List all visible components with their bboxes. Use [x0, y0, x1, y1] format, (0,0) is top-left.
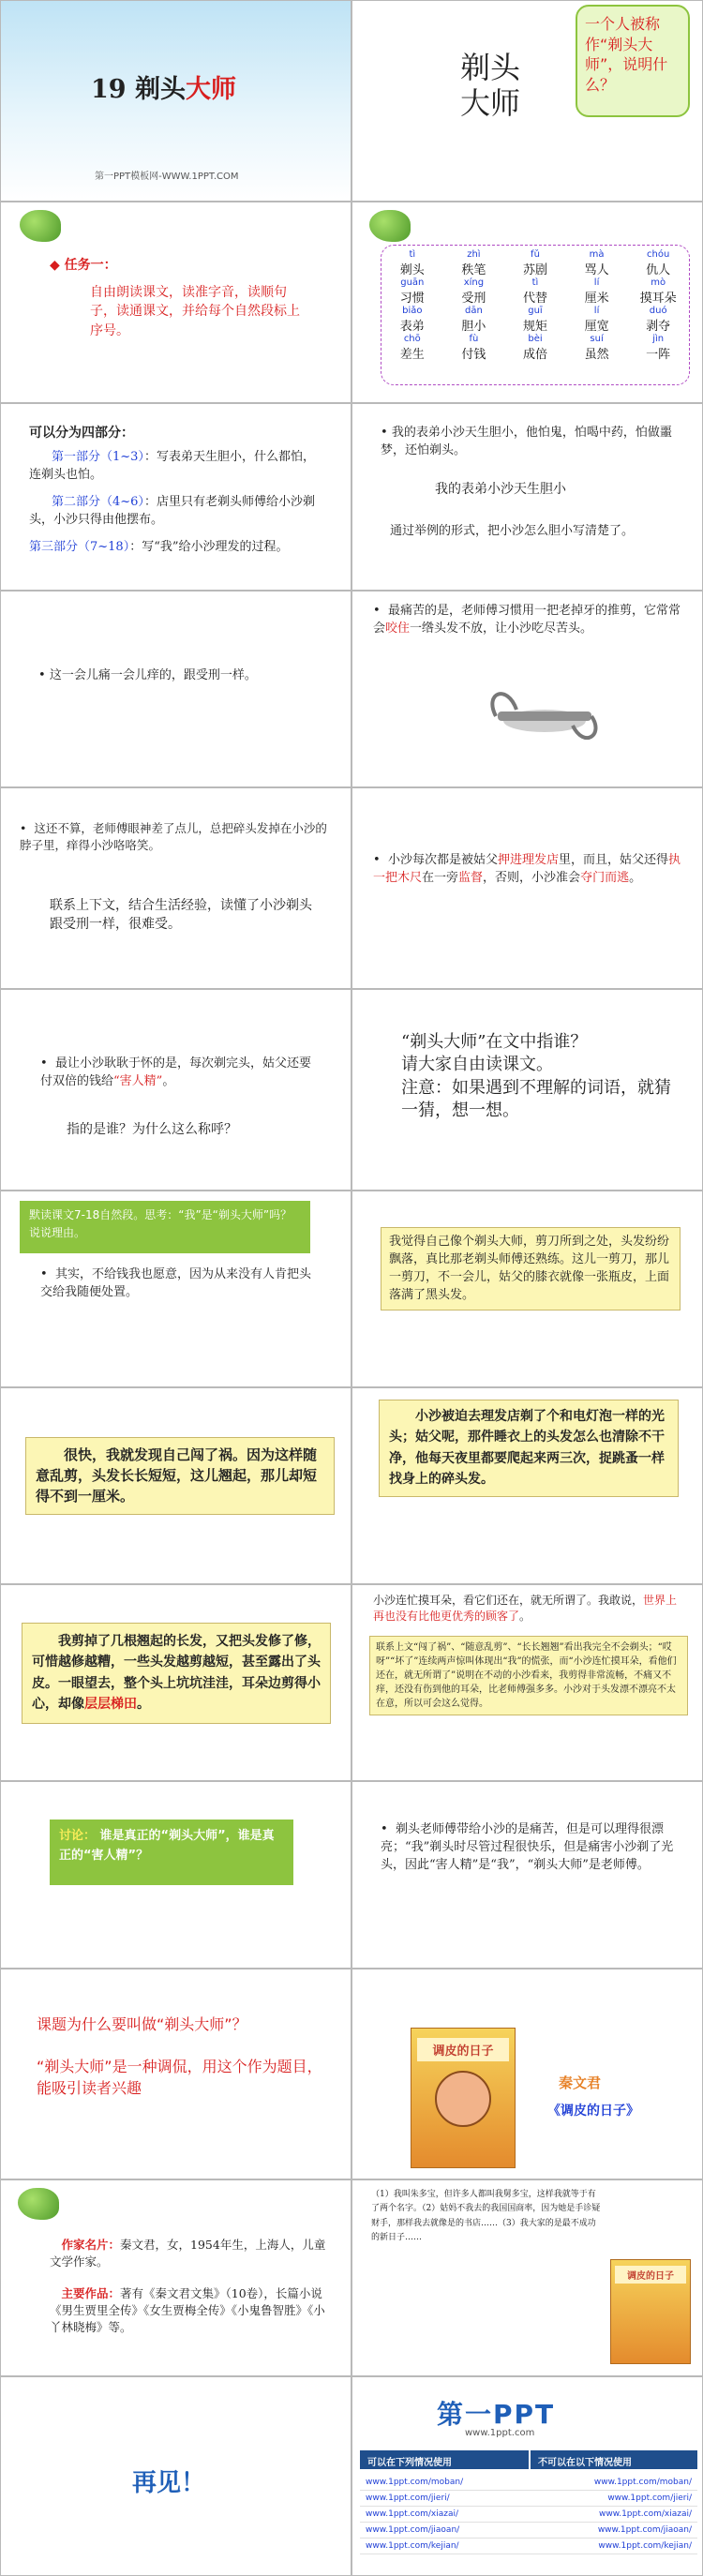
slide7-bullet: • 这一会儿痛一会儿痒的，跟受刑一样。 [38, 668, 257, 682]
pinyin-cell [569, 334, 625, 362]
discussion-box [50, 1820, 293, 1885]
book-cover-small: 调皮的日子 [610, 2259, 691, 2364]
link-right[interactable]: www.1ppt.com/kejian/ [598, 2541, 692, 2551]
pinyin-cell [569, 249, 625, 277]
slide-19 [0, 1781, 352, 1969]
slide8-text: • 最痛苦的是，老师傅习惯用一把老掉牙的推剪，它常常会咬住一绺头发不放，让小沙吃尽苦头。 [373, 604, 681, 636]
hanzi: 受刑 [461, 292, 486, 306]
pinyin-row [381, 306, 689, 334]
pinyin: chóu [647, 249, 670, 260]
pinyin-cell [630, 334, 686, 362]
link-left[interactable]: www.1ppt.com/jieri/ [366, 2494, 450, 2503]
book-cover-image [411, 2028, 516, 2168]
hanzi: 秩笔 [461, 263, 486, 277]
link-row [360, 2507, 697, 2523]
slide6-bullet: • 我的表弟小沙天生胆小，他怕鬼，怕喝中药，怕做噩梦，还怕剃头。 [381, 426, 672, 457]
hanzi: 规矩 [522, 320, 547, 334]
link-left[interactable]: www.1ppt.com/kejian/ [366, 2541, 459, 2551]
slide-7 [0, 591, 352, 787]
hanzi: 剥夺 [646, 320, 671, 334]
hanzi: 代替 [522, 292, 547, 306]
slide12-text: “剃头大师”在文中指谁？ 请大家自由读课文。 注意：如果遇到不理解的词语，就猜一猜，想一想。 [401, 1032, 671, 1120]
ppt-logo: 第一PPT [437, 2399, 556, 2430]
hanzi: 习惯 [399, 292, 425, 306]
slide16-quote: 小沙被迫去理发店剃了个和电灯泡一样的光头；姑父呢，那件睡衣上的头发怎么也清除不干净，他每天夜里都要爬起来两三次，捉跳蚤一样找身上的碎头发。 [379, 1400, 679, 1497]
slide6-bottom: 通过举例的形式，把小沙怎么胆小写清楚了。 [390, 524, 635, 538]
link-row [360, 2491, 697, 2507]
pinyin: mò [651, 277, 666, 288]
goodbye-text: 再见！ [132, 2469, 206, 2497]
allowed-header: 可以在下列情况使用 [360, 2450, 529, 2469]
discussion-text: 谁是真正的“剃头大师”，谁是真正的“害人精”？ [59, 1829, 275, 1863]
forbidden-header: 不可以在以下情况使用 [531, 2450, 697, 2469]
link-row [360, 2539, 697, 2554]
slide-2 [352, 0, 703, 202]
hanzi: 差生 [399, 348, 425, 362]
task-text: 自由朗读课文，读准字音，读顺句子，读通课文，并给每个自然段标上序号。 [90, 285, 300, 338]
pinyin-cell [569, 277, 625, 306]
hanzi: 厘宽 [584, 320, 609, 334]
parts-heading: 可以分为四部分： [29, 426, 134, 441]
hanzi: 仇人 [646, 263, 671, 277]
slide11-bullet: • 最让小沙耿耿于怀的是，每次剃完头，姑父还要付双倍的钱给“害人精”。 [40, 1056, 311, 1088]
link-right[interactable]: www.1ppt.com/xiazai/ [598, 2509, 692, 2519]
title-red: 大师 [185, 75, 236, 104]
works: 主要作品：著有《秦文君文集》（10卷），长篇小说《男生贾里全传》《女生贾梅全传》《小鬼鲁智胜》《小丫林晓梅》等。 [50, 2286, 325, 2335]
slide18-top: 小沙连忙摸耳朵，看它们还在，就无所谓了。我敢说，世界上再也没有比他更优秀的顾客了。 [373, 1594, 678, 1624]
pinyin-row [381, 334, 689, 362]
part3-label: 第三部分（7~18） [29, 540, 130, 554]
excerpt-text: （1）我叫朱多宝，但许多人都叫我舅多宝，这样我就等于有了两个名字。（2）姑妈不我去的我国国商率，因为她是手诊疑财手，那样我去就像是的书店……（3）我大家的是最不成功的新日子…… [371, 2190, 601, 2242]
slide-8 [352, 591, 703, 787]
pinyin: fù [469, 334, 479, 344]
pinyin: jìn [652, 334, 665, 344]
slide-13 [0, 1191, 352, 1387]
slide6-center: 我的表弟小沙天生胆小 [435, 482, 566, 497]
slide-9 [0, 787, 352, 989]
instruction-bar: 默读课文7-18自然段。思考：“我”是“剃头大师”吗？说说理由。 [20, 1201, 310, 1253]
slide-14 [352, 1191, 703, 1387]
slide-21 [0, 1969, 352, 2179]
pinyin-cell [445, 277, 501, 306]
hanzi: 一阵 [646, 348, 671, 362]
book-title: 《调皮的日子》 [547, 2104, 639, 2119]
slide2-title [460, 50, 520, 122]
slide-11 [0, 989, 352, 1191]
slide-20 [352, 1781, 703, 1969]
hanzi: 成倍 [522, 348, 547, 362]
pinyin: chō [403, 334, 421, 344]
pinyin-cell [384, 249, 441, 277]
pinyin: guān [400, 277, 425, 288]
pinyin: zhì [467, 249, 481, 260]
slide-22 [352, 1969, 703, 2179]
slide11-question: 指的是谁？为什么这么称呼？ [67, 1122, 237, 1137]
slide13-bullet: • 其实，不给钱我也愿意，因为从来没有人肯把头交给我随便处置。 [40, 1267, 311, 1299]
slide9-quote: • 这还不算，老师傅眼神差了点儿，总把碎头发掉在小沙的脖子里，痒得小沙咯咯笑。 [20, 821, 327, 853]
pinyin-cell [507, 334, 563, 362]
slide-6 [352, 403, 703, 591]
part1-text: ：写表弟天生胆小，什么都怕，连剃头也怕。 [29, 450, 315, 482]
pinyin-cell [384, 306, 441, 334]
hanzi: 摸耳朵 [639, 292, 677, 306]
slide-4 [352, 202, 703, 403]
pinyin-cell [384, 277, 441, 306]
lesson-number: 19 [91, 75, 127, 104]
link-left[interactable]: www.1ppt.com/xiazai/ [366, 2509, 459, 2519]
pinyin-cell [507, 249, 563, 277]
slide2-title-line2: 大师 [460, 85, 521, 122]
pinyin-table [381, 249, 689, 362]
pinyin: lí [593, 277, 600, 288]
leaf-icon [369, 210, 411, 242]
pinyin-cell [445, 334, 501, 362]
link-row [360, 2475, 697, 2491]
clipper-image [479, 674, 610, 758]
link-left[interactable]: www.1ppt.com/moban/ [366, 2478, 464, 2487]
pinyin: lí [593, 306, 600, 316]
hanzi: 剃头 [399, 263, 425, 277]
part1-label: 第一部分（1~3） [52, 450, 144, 464]
pinyin: bèi [528, 334, 543, 344]
slide-12 [352, 989, 703, 1191]
cover-face [435, 2071, 491, 2127]
book-cover-title: 调皮的日子 [417, 2038, 509, 2061]
hanzi: 苏剧 [522, 263, 547, 277]
hanzi: 付钱 [461, 348, 486, 362]
slide20-bullet: • 剃头老师傅带给小沙的是痛苦，但是可以理得很漂亮；“我”剃头时尽管过程很快乐，但是痛害小沙剃了光头，因此“害人精”是“我”，“剃头大师”是老师傅。 [381, 1822, 674, 1872]
pinyin-cell [445, 306, 501, 334]
pinyin: duó [649, 306, 667, 316]
hanzi: 表弟 [399, 320, 425, 334]
slide17-quote: 我剪掉了几根翘起的长发，又把头发修了修，可惜越修越糟，一些头发越剪越短，甚至露出了头皮。一眼望去，整个头上坑坑洼洼，耳朵边剪得小心，却像层层梯田。 [22, 1623, 331, 1724]
pinyin-cell [445, 249, 501, 277]
slide-23 [0, 2179, 352, 2376]
slide-25 [0, 2376, 352, 2576]
part2-label: 第二部分（4~6） [52, 495, 144, 509]
slide18-explanation: 联系上文“闯了祸”、“随意乱剪”、“长长翘翘”看出我完全不会剃头；“哎呀”“坏了”连续两声惊叫体现出“我”的慌张，而“小沙连忙摸耳朵，看他们还在，就无所谓了”说明在不动的小沙看来，我剪得非常流畅，不痛又不痒，还没有伤到他的耳朵，比老师傅强多多。小沙对于头发漂不漂亮不太在意，所以可会这么觉得。 [369, 1636, 688, 1715]
slide-5 [0, 403, 352, 591]
link-row [360, 2523, 697, 2539]
pinyin-row [381, 277, 689, 306]
slide-24 [352, 2179, 703, 2376]
pinyin-cell [507, 277, 563, 306]
pinyin-cell [630, 249, 686, 277]
pinyin: guī [528, 306, 543, 316]
pinyin: dān [464, 306, 483, 316]
ppt-logo-url: www.1ppt.com [465, 2428, 535, 2438]
slide14-quote: 我觉得自己像个剃头大师，剪刀所到之处，头发纷纷飘落，真比那老剃头师傅还熟练。这儿一剪刀，那儿一剪刀，不一会儿，姑父的膝衣就像一张瓶皮，上面落满了黑头发。 [381, 1227, 681, 1310]
link-right[interactable]: www.1ppt.com/moban/ [593, 2478, 692, 2487]
lesson-title [91, 68, 236, 105]
pinyin-cell [630, 306, 686, 334]
pinyin: tì [531, 277, 539, 288]
link-right[interactable]: www.1ppt.com/jieri/ [607, 2494, 692, 2503]
hanzi: 骂人 [584, 263, 609, 277]
slide9-question: 联系上下文，结合生活经验，读懂了小沙剃头跟受刑一样，很难受。 [50, 898, 312, 933]
pinyin: mà [589, 249, 605, 260]
leaf-icon [20, 210, 61, 242]
hanzi: 胆小 [461, 320, 486, 334]
book-author: 秦文君 [559, 2074, 602, 2091]
slide-26 [352, 2376, 703, 2576]
leaf-icon [18, 2188, 59, 2220]
pinyin-row [381, 249, 689, 277]
pinyin: xíng [463, 277, 485, 288]
author-card: 作家名片：秦文君，女，1954年生，上海人，儿童文学作家。 [50, 2238, 326, 2269]
title-black: 剃头 [134, 75, 186, 104]
slide-16 [352, 1387, 703, 1584]
discussion-label: 讨论： [59, 1829, 97, 1843]
pinyin: suí [590, 334, 604, 344]
pinyin: fǔ [531, 249, 540, 260]
slide15-quote: 很快，我就发现自己闯了祸。因为这样随意乱剪，头发长长短短，这儿翘起，那儿却短得不到一厘米。 [25, 1437, 335, 1515]
slide-17 [0, 1584, 352, 1781]
part2-text: ：店里只有老剃头师傅给小沙剃头，小沙只得由他摆布。 [29, 495, 315, 527]
slide2-title-line1: 剃头 [460, 50, 521, 85]
link-right[interactable]: www.1ppt.com/jiaoan/ [597, 2525, 692, 2535]
slide21-answer: “剃头大师”是一种调侃，用这个作为题目，能吸引读者兴趣 [37, 2058, 322, 2098]
pinyin: biǎo [402, 306, 423, 316]
pinyin-cell [569, 306, 625, 334]
slide-18 [352, 1584, 703, 1781]
slide-10 [352, 787, 703, 989]
hanzi: 虽然 [584, 348, 609, 362]
pinyin: tì [409, 249, 416, 260]
slide-15 [0, 1387, 352, 1584]
part3-text: ：写“我”给小沙理发的过程。 [129, 540, 289, 554]
link-left[interactable]: www.1ppt.com/jiaoan/ [366, 2525, 460, 2535]
question-bubble: 一个人被称作“剃头大师”，说明什么？ [576, 5, 690, 117]
pinyin-cell [384, 334, 441, 362]
pinyin-box [381, 245, 690, 385]
slide10-text: • 小沙每次都是被姑父押进理发店里，而且，姑父还得执一把木尺在一旁监督，否则，小沙准会夺门而逃。 [373, 853, 681, 885]
link-list [360, 2475, 697, 2554]
pinyin-cell [507, 306, 563, 334]
task-label: ◆ 任务一： [50, 258, 117, 273]
slide-1 [0, 0, 352, 202]
slide21-question: 课题为什么要叫做“剃头大师”？ [37, 2015, 247, 2033]
slide-3 [0, 202, 352, 403]
pinyin-cell [630, 277, 686, 306]
template-footer: 第一PPT模板网-WWW.1PPT.COM [95, 172, 239, 182]
hanzi: 厘米 [584, 292, 609, 306]
